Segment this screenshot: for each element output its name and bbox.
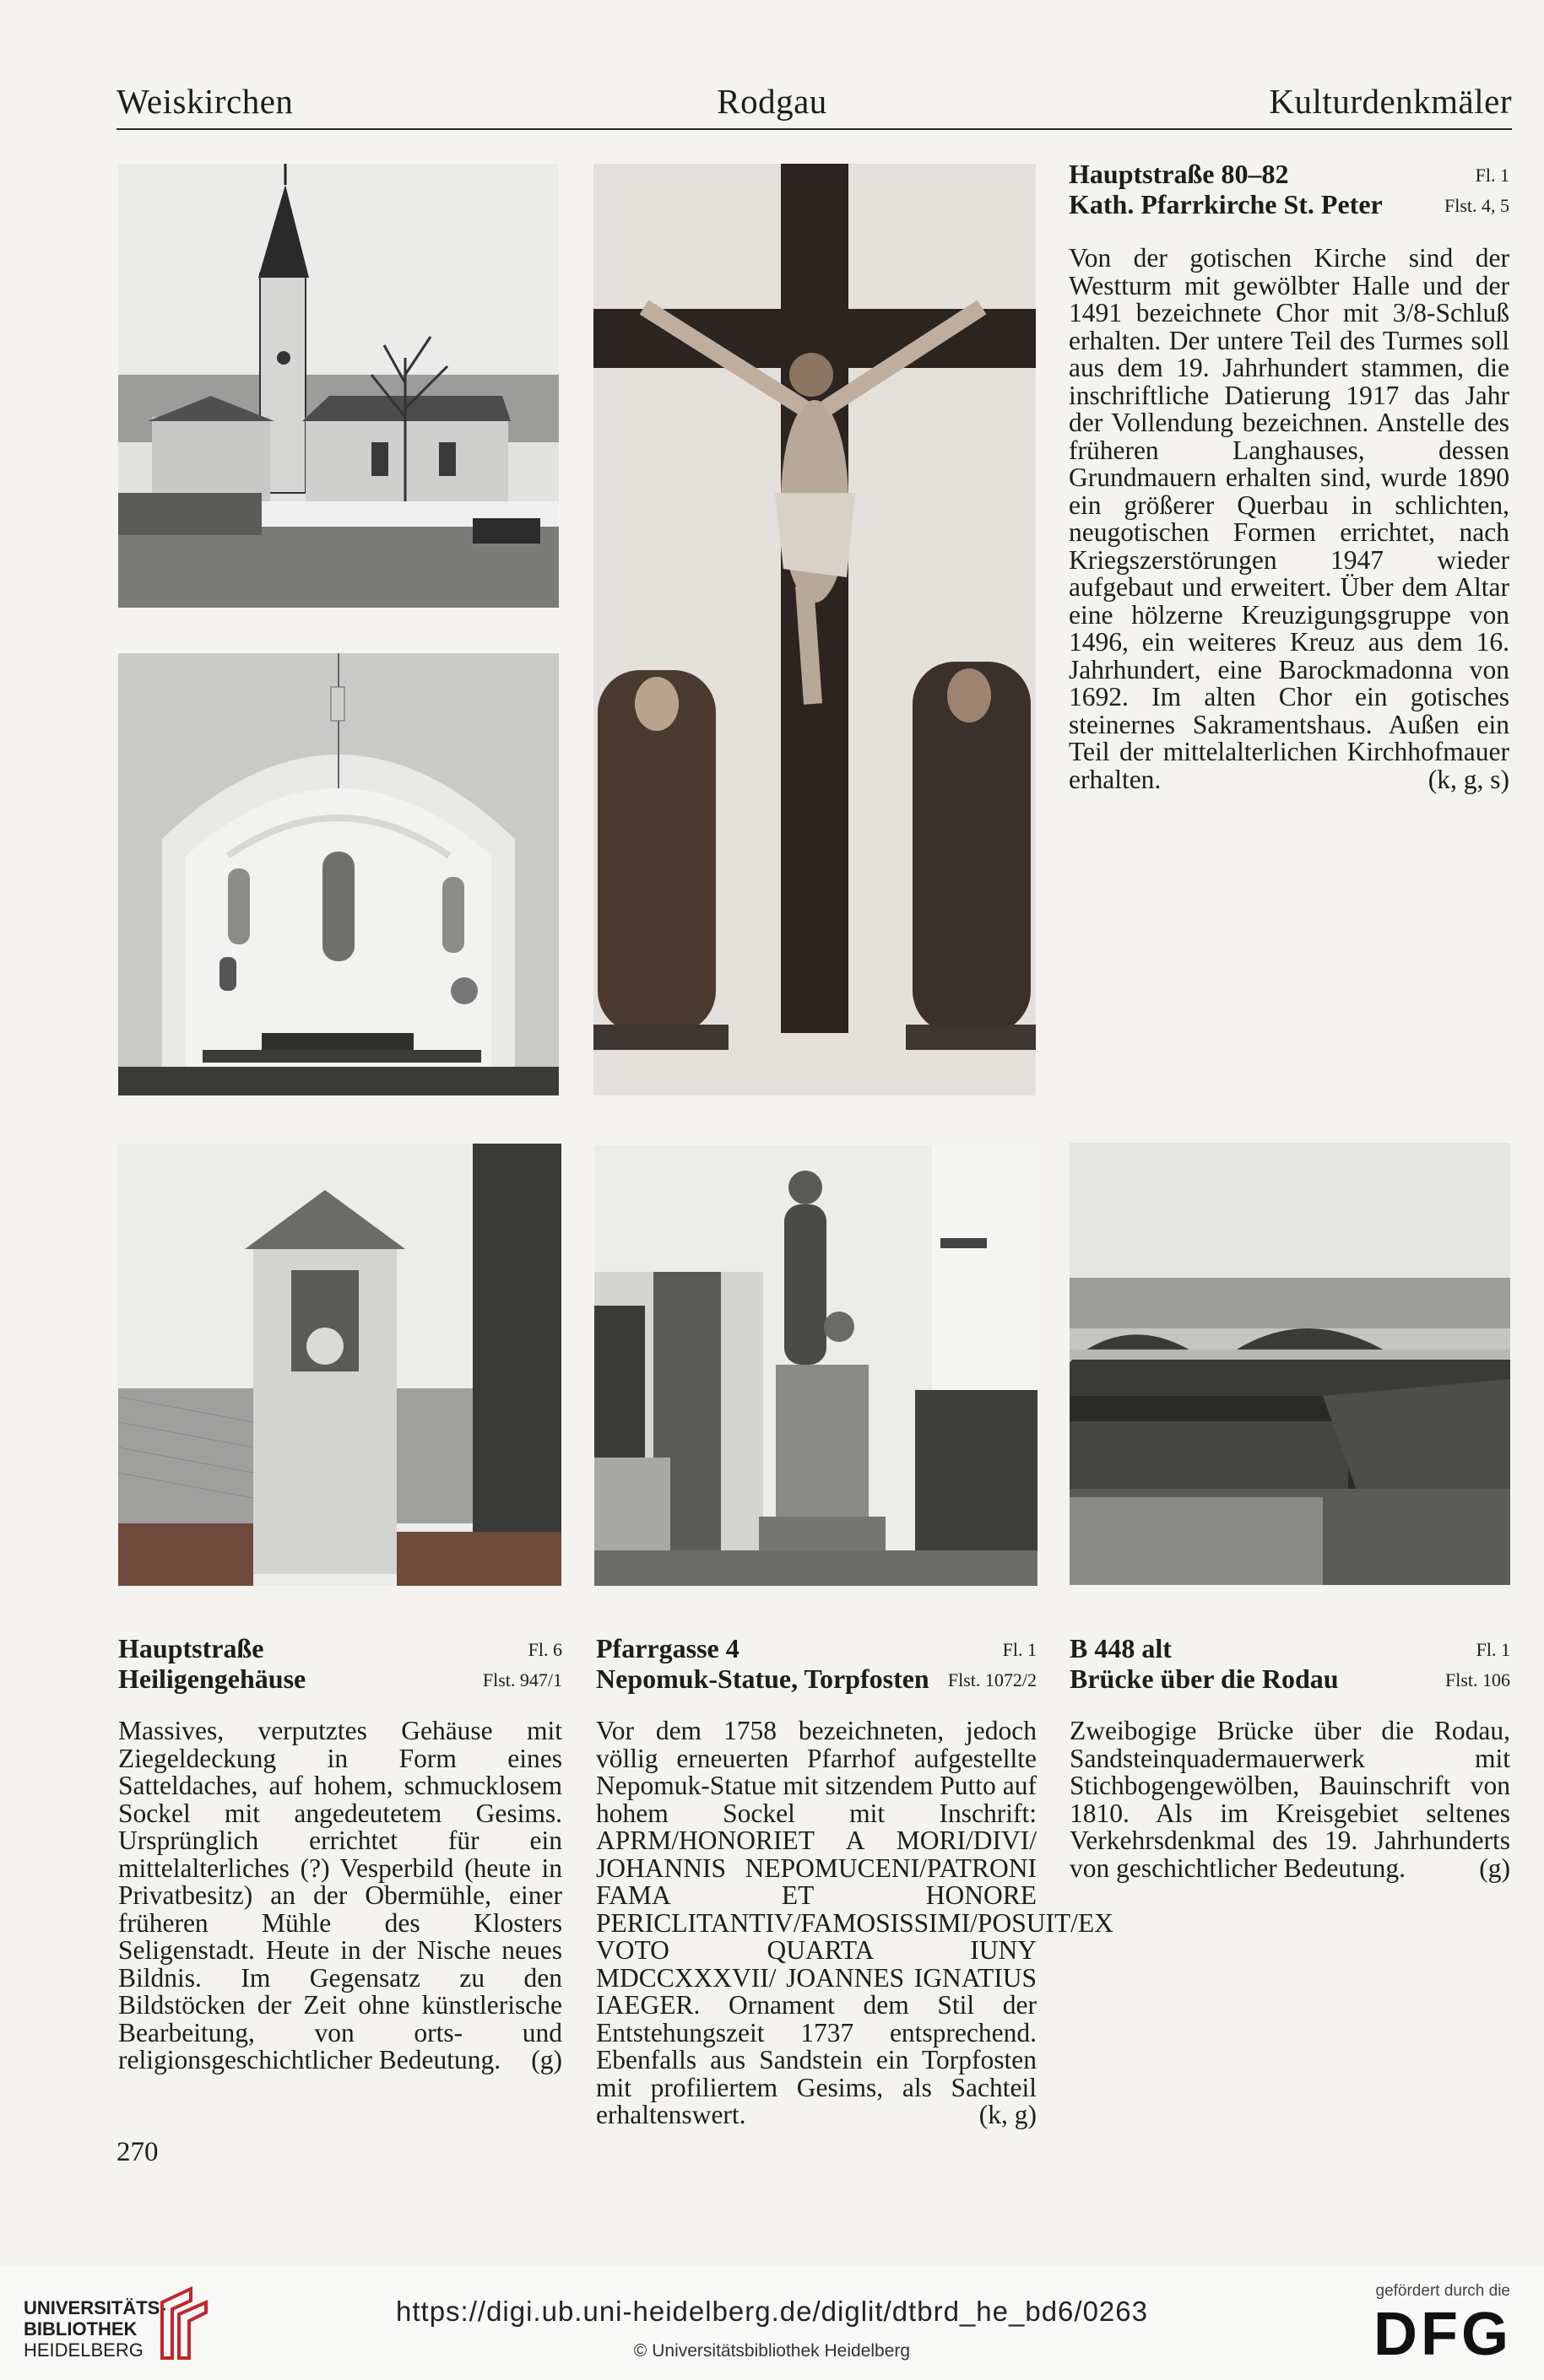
entry-shrine-flst: Flst. 947/1 [482, 1669, 562, 1690]
library-name-line3: HEIDELBERG [24, 2339, 144, 2361]
entry-statue [596, 1633, 1113, 2129]
entry-bridge-title: Brücke über die Rodau [1070, 1663, 1339, 1694]
entry-church-body [1069, 245, 1509, 793]
digitization-url-link[interactable]: https://digi.ub.uni-heidelberg.de/diglit/dtbrd_he_bd6/0263 [396, 2296, 1148, 2327]
entry-bridge-flst: Flst. 106 [1444, 1669, 1510, 1690]
entry-church [1069, 159, 1509, 793]
entry-shrine-text: Massives, verputztes Gehäuse mit Ziegeldeckung in Form eines Satteldaches, auf hohem, schmucklosem Sockel mit angedeutetem Gesims. Ursprünglich errichtet für ein mittelalterliches (?) Vesperbild (heute in Privatbesitz) an der Obermühle, einer früheren Mühle des Klosters Seligenstadt. Heute in der Nische neues Bildnis. Im Gegensatz zu den Bildstöcken der Zeit ohne künstlerische Bearbeitung, von orts- und religionsgeschichtlicher Bedeutung. [118, 1716, 562, 2074]
entry-church-tag: (k, g, s) [1428, 764, 1509, 794]
digitization-footer [0, 2267, 1544, 2380]
photo-choir-interior [118, 653, 559, 1095]
entry-shrine-title: Heiligengehäuse [118, 1663, 306, 1694]
entry-shrine-address: Hauptstraße [118, 1633, 264, 1663]
photo-nepomuk-statue [594, 1145, 1037, 1586]
header-town: Rodgau [717, 82, 827, 121]
entry-bridge-address: B 448 alt [1070, 1633, 1172, 1663]
entry-statue-fl: Fl. 1 [1002, 1639, 1037, 1660]
library-name-line2: BIBLIOTHEK [24, 2318, 138, 2339]
entry-shrine [118, 1633, 562, 2074]
entry-bridge-body [1070, 1717, 1510, 1882]
photo-church-exterior [118, 164, 559, 608]
library-name-line1: UNIVERSITÄTS- [24, 2297, 166, 2318]
entry-statue-address: Pfarrgasse 4 [596, 1633, 739, 1663]
header-place: Weiskirchen [116, 82, 294, 121]
entry-statue-title: Nepomuk-Statue, Torpfosten [596, 1663, 929, 1694]
entry-statue-text: Vor dem 1758 bezeichneten, jedoch völlig erneuerten Pfarrhof aufgestellte Nepomuk-Statue mit sitzendem Putto auf hohem Sockel mit Inschrift: APRM/HONORIET A MORI/DIVI/ JOHANNIS NEPOMUCENI/PATRONI FAMA ET HONORE PERICLITANTIV/FAMOSISSIMI/POSUIT/EX VOTO QUARTA IUNY MDCCXXXVII/ JOANNES IGNATIUS IAEGER. Ornament dem Stil der Entstehungszeit 1737 entsprechend. Ebenfalls aus Sandstein ein Torpfosten mit profiliertem Gesims, als Sachteil erhaltenswert. [596, 1716, 1113, 2129]
page-number: 270 [116, 2137, 159, 2167]
entry-bridge-text: Zweibogige Brücke über die Rodau, Sandsteinquadermauerwerk mit Stichbogengewölben, Bauinschrift von 1810. Als im Kreisgebiet seltenes Verkehrsdenkmal des 19. Jahrhunderts von geschichtlicher Bedeutung. [1070, 1716, 1510, 1883]
header-section: Kulturdenkmäler [1269, 82, 1512, 121]
entry-bridge-tag: (g) [1479, 1853, 1510, 1883]
copyright-note: © Universitätsbibliothek Heidelberg [633, 2341, 911, 2361]
entry-church-fl: Fl. 1 [1475, 165, 1509, 186]
entry-statue-flst: Flst. 1072/2 [947, 1669, 1037, 1690]
entry-shrine-tag: (g) [531, 2045, 562, 2074]
funding-note: gefördert durch die [1375, 2282, 1510, 2300]
header-rule [116, 128, 1512, 130]
photo-bridge [1070, 1143, 1510, 1585]
entry-church-flst: Flst. 4, 5 [1444, 195, 1509, 216]
entry-church-text: Von der gotischen Kirche sind der Westturm mit gewölbter Halle und der 1491 bezeichnete Chor mit 3/8-Schluß erhalten. Der untere Teil des Turmes soll aus dem 19. Jahrhundert stammen, die inschriftliche Datierung 1917 das Jahr der Vollendung bezeichnen. Anstelle des früheren Langhauses, dessen Grundmauern erhalten sind, wurde 1890 ein größerer Querbau in schlichten, neugotischen Formen errichtet, nach Kriegszerstörungen 1947 wieder aufgebaut und erweitert. Über dem Altar eine hölzerne Kreuzigungsgruppe von 1496, ein weiteres Kreuz aus dem 16. Jahrhundert, eine Barockmadonna von 1692. Im alten Chor ein gotisches steinernes Sakramentshaus. Außen ein Teil der mittelalterlichen Kirchhofmauer erhalten. [1069, 243, 1509, 794]
entry-shrine-heading [118, 1633, 562, 1694]
photo-shrine [118, 1144, 561, 1586]
entry-statue-heading [596, 1633, 1037, 1694]
entry-shrine-body [118, 1717, 562, 2074]
entry-statue-body [596, 1716, 1113, 2129]
photo-crucifixion-group [593, 164, 1036, 1095]
entry-statue-tag: (k, g) [978, 2100, 1037, 2129]
entry-bridge-fl: Fl. 1 [1476, 1639, 1510, 1660]
entry-church-title: Kath. Pfarrkirche St. Peter [1069, 189, 1383, 219]
entry-church-address: Hauptstraße 80–82 [1069, 159, 1289, 189]
entry-bridge [1070, 1633, 1510, 1882]
entry-church-heading [1069, 159, 1509, 219]
entry-bridge-heading [1070, 1633, 1510, 1694]
entry-shrine-fl: Fl. 6 [528, 1639, 562, 1660]
dfg-logo: DFG [1373, 2301, 1512, 2368]
